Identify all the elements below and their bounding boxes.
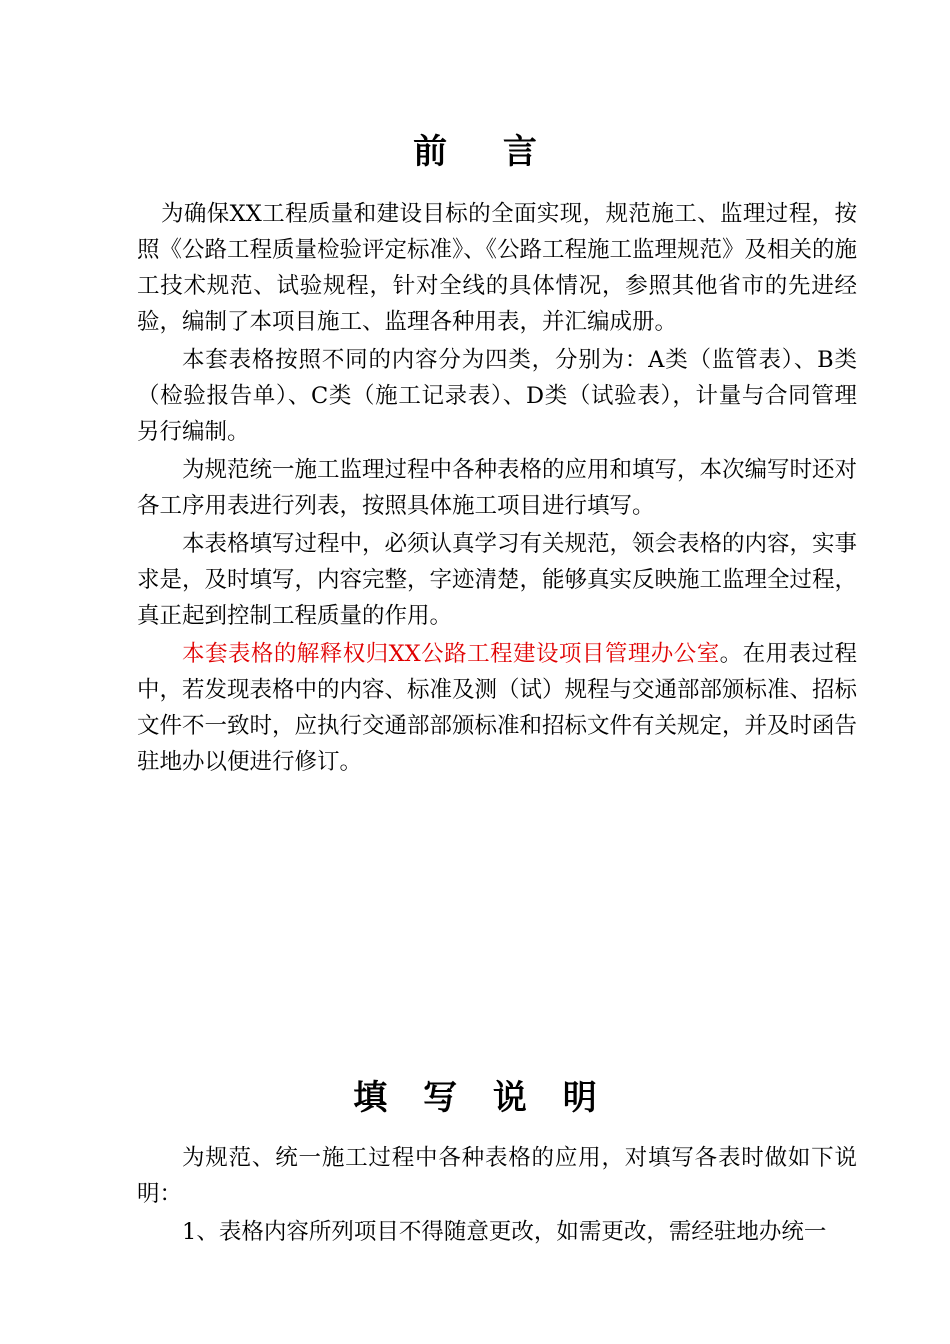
interpretation-rights-statement: 本套表格的解释权归XX公路工程建设项目管理办公室 [182, 641, 720, 667]
preface-paragraph-2: 本套表格按照不同的内容分为四类，分别为：A类（监管表）、B类（检验报告单）、C类（施工记录表）、D类（试验表），计量与合同管理另行编制。 [137, 347, 857, 445]
instructions-paragraph-2: 1、表格内容所列项目不得随意更改，如需更改，需经驻地办统一 [182, 1219, 827, 1245]
instructions-title: 填 写 说 明 [353, 1078, 609, 1118]
preface-paragraph-5-rest: 。在用表过程中，若发现表格中的内容、标准及测（试）规程与交通部部颁标准、招标文件不一致时，应执行交通部部颁标准和招标文件有关规定，并及时函告驻地办以便进行修订。 [137, 641, 858, 775]
instructions-paragraph-1: 为规范、统一施工过程中各种表格的应用，对填写各表时做如下说明： [137, 1145, 857, 1207]
preface-paragraph-3: 为规范统一施工监理过程中各种表格的应用和填写，本次编写时还对各工序用表进行列表，按照具体施工项目进行填写。 [137, 457, 858, 519]
instructions-body [137, 1140, 857, 1250]
preface-paragraph-1: 为确保XX工程质量和建设目标的全面实现，规范施工、监理过程，按照《公路工程质量检验评定标准》、《公路工程施工监理规范》及相关的施工技术规范、试验规程，针对全线的具体情况，参照其他省市的先进经验，编制了本项目施工、监理各种用表，并汇编成册。 [137, 201, 858, 335]
preface-body [137, 196, 857, 780]
preface-paragraph-5 [137, 636, 857, 780]
preface-title: 前 言 [413, 132, 559, 172]
preface-paragraph-4: 本表格填写过程中，必须认真学习有关规范，领会表格的内容，实事求是，及时填写，内容完整，字迹清楚，能够真实反映施工监理全过程，真正起到控制工程质量的作用。 [137, 531, 858, 629]
